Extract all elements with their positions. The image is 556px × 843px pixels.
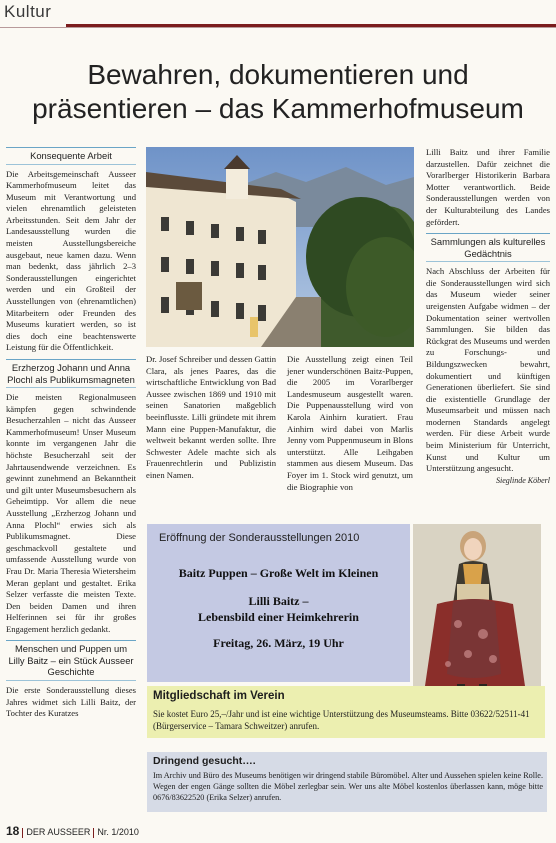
page-number: 18: [6, 824, 20, 838]
magazine-name: DER AUSSEER: [26, 827, 91, 837]
paragraph: Die Arbeitsgemeinschaft Ausseer Kammerhofmuseum leitet das Museum mit Verantwortung und vielen ehrenamtlich geleisteten Arbeitsstunden. Seit dem Jahr der Landesausstellung wurden die meisten Ausstellungsbereiche ausgebaut, neue kamen dazu. Wenn man bedenkt, dass jährlich 2–3 Sonderausstellungen eingerichtet werden und ein Großteil der Ausstellungen von (ehrenamtlichen) Mitarbeitern oder Freunden des Museums kuratiert werden, so ist dies doch eine beachtenswerte Leistung für die Öffentlichkeit.: [6, 168, 136, 353]
author-signature: Sieglinde Köberl: [496, 475, 550, 485]
title-line-1: Bewahren, dokumentieren und: [87, 59, 469, 90]
opening-line-1: Baitz Puppen – Große Welt im Kleinen: [178, 566, 379, 580]
section-header: [0, 0, 556, 26]
page-title: [8, 58, 548, 126]
subhead-sammlungen: Sammlungen als kulturelles Gedächtnis: [426, 233, 550, 262]
subhead-erzherzog-johann: Erzherzog Johann und Anna Plochl als Publikumsmagneten: [6, 359, 136, 388]
subhead-menschen-und-puppen: Menschen und Puppen um Lilly Baitz – ein Stück Ausseer Geschichte: [6, 640, 136, 681]
opening-line-3: Lebensbild einer Heimkehrerin: [198, 610, 359, 624]
footer-divider: [93, 828, 94, 838]
opening-line-2: Lilli Baitz –: [248, 594, 309, 608]
wanted-box: [147, 752, 547, 812]
baitz-doll-image: [413, 524, 541, 701]
footer-divider: [22, 828, 23, 838]
doll-photo: [413, 524, 541, 701]
column-2: [146, 354, 276, 482]
issue-number: Nr. 1/2010: [97, 827, 139, 837]
paragraph: Dr. Josef Schreiber und dessen Gattin Clara, als jenes Paares, das die wirtschaftliche Entwicklung von Bad Aussee zwischen 1869 und 1910 mit seinen Sanatorien maßgeblich beeinflusste. Lilli gründete mit ihrem Mann eine Puppen-Manufaktur, die weltweit bekannt werden sollte. Ihre Schwester Adele machte sich als Frauenrechtlerin und Publizistin einen Namen.: [146, 354, 276, 480]
opening-box: [147, 524, 410, 682]
membership-box: [147, 686, 545, 738]
paragraph: Die meisten Regionalmuseen kämpfen gegen schwindende Besucherzahlen – nicht das Ausseer Kammerhofmuseum! Unser Museum konnte im vergangenen Jahr die höchste Besucherzahl seit der Jahrtausendwende verzeichnen. Es gewinnt zunehmend an Bekanntheit und gilt unter Museumsbesuchern als Geheimtipp. Vor allem die neue Ausstellung „Erzherzog Johann und Anna Plochl“ erwies sich als Publikumsmagnet. Diese geschmackvoll gestaltete und umfassende Ausstellung wurde von Frau Dr. Maria Theresia Wietersheim Meran geplant und gestaltet. Erika Selzer verfasste die meisten Texte. Den beiden Damen und ihren Helferinnen sei für ihr großes Engagement herzlich gedankt.: [6, 392, 136, 634]
paragraph: Nach Abschluss der Arbeiten für die Sonderausstellungen wird sich das Museum wieder seiner ureigensten Aufgabe widmen – der Dokumentation seiner wertvollen Sammlungen. Sie bilden das Rückgrat des Museums und werden zu Forschungs- und Bildungszwecken bewahrt, dokumentiert und künftigen Generationen überliefert. Sie sind die existentielle Grundlage der Museumsarbeit und müssen nach modernen Standards angelegt werden. Für diese Arbeit wurde beim Ministerium für Unterricht, Kunst und Kultur um Unterstützung angesucht.: [426, 266, 550, 474]
opening-date: Freitag, 26. März, 19 Uhr: [213, 636, 344, 650]
membership-body: Sie kostet Euro 25,–/Jahr und ist eine wichtige Unterstützung des Museumsteams. Bitte 03622/52511-41 (Bürgerservice – Tamara Schweitzer) anrufen.: [153, 709, 530, 731]
opening-title: Eröffnung der Sonderausstellungen 2010: [159, 532, 360, 544]
paragraph: Die erste Sonderausstellung dieses Jahres widmet sich Lilli Baitz, der Tochter des Kuratzes: [6, 684, 136, 719]
column-3: [287, 354, 413, 493]
paragraph: Lilli Baitz und ihrer Familie darzustellen. Dafür zeichnet die Vorarlberger Historikerin Barbara Motter verantwortlich. Beide Sonderausstellungen werden von der Kulturabteilung des Landes gefördert.: [426, 147, 550, 227]
paragraph: Die Ausstellung zeigt einen Teil jener wunderschönen Baitz-Puppen, die 2005 im Vorarlberger Landesmuseum ausgestellt waren. Die Puppenausstellung wird von Karola Ainhirn kuratiert. Frau Ainhirn wird dabei von Marlis Jenny vom Puppenmuseum in Blons unterstützt. Alle Leihgaben stammen aus diesem Museum. Das Foyer im 1. Stock wird genutzt, um die Biographie von: [287, 354, 413, 492]
building-image: [146, 147, 414, 347]
kammerhof-photo: [146, 147, 414, 347]
column-4: [426, 147, 550, 486]
wanted-body: Im Archiv und Büro des Museums benötigen wir dringend stabile Büromöbel. Alter und Aussehen spielen keine Rolle. Wegen der engen Gänge sollten die Möbel zerlegbar sein. Wer uns alte Möbel kostenlos überlassen kann, möge bitte 0676/83622520 (Erika Selzer) anrufen.: [153, 771, 543, 802]
section-label: Kultur: [4, 2, 52, 21]
column-1: [6, 147, 136, 720]
page-footer: [6, 824, 139, 838]
membership-title: Mitgliedschaft im Verein: [153, 690, 285, 702]
wanted-title: Dringend gesucht….: [153, 755, 256, 767]
subhead-konsequente-arbeit: Konsequente Arbeit: [6, 147, 136, 165]
title-line-2: präsentieren – das Kammerhofmuseum: [32, 93, 524, 124]
section-rule-thin: [0, 27, 556, 28]
